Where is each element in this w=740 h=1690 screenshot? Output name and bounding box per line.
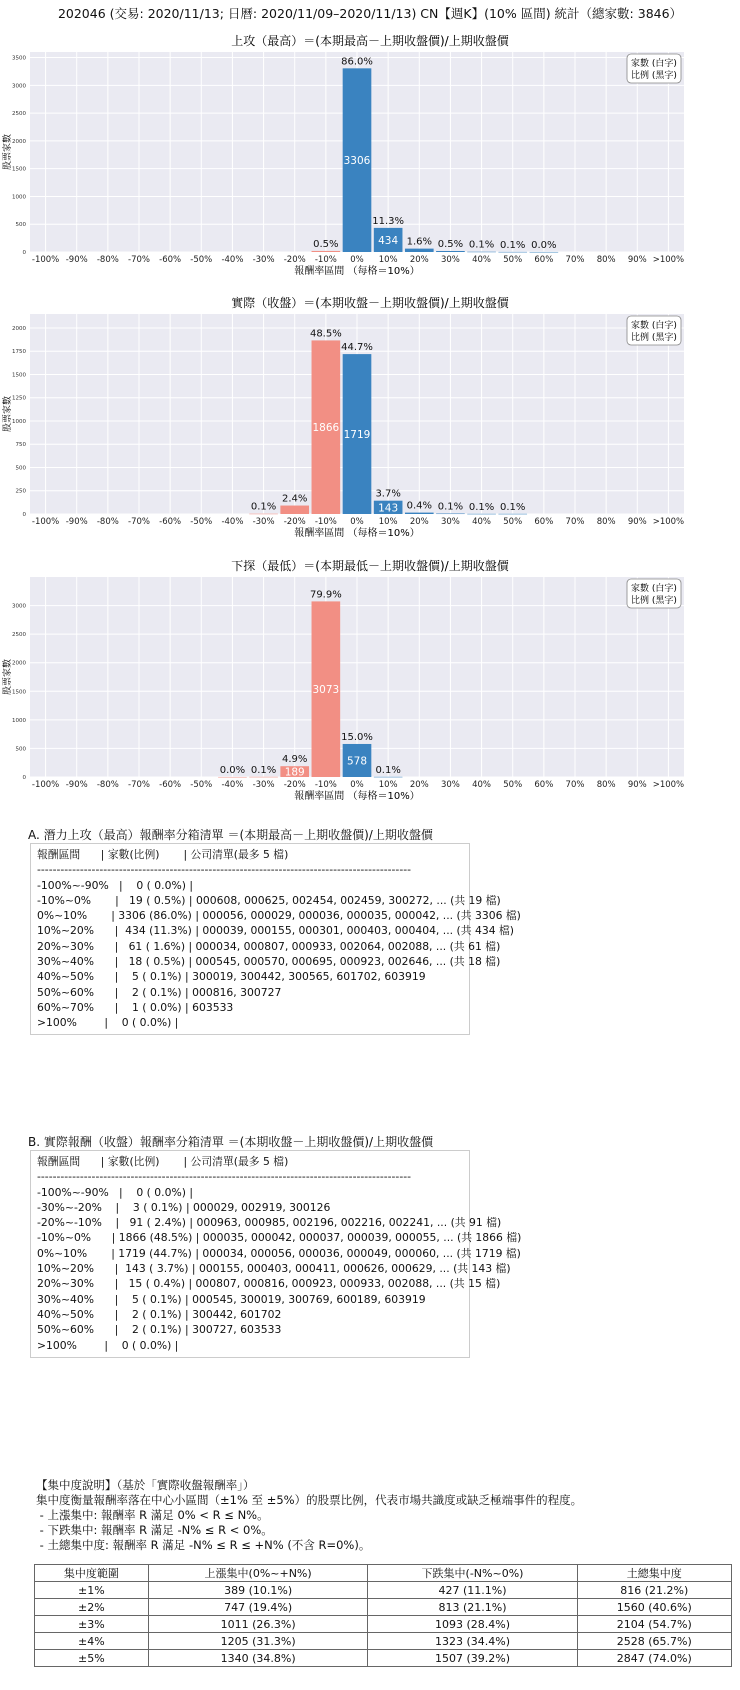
bar	[249, 777, 278, 778]
chart-low	[0, 553, 740, 815]
x-tick-label: 30%	[440, 780, 460, 790]
y-tick-label: 3500	[12, 55, 26, 62]
x-tick-label: 20%	[409, 780, 429, 790]
y-tick-label: 2000	[12, 325, 26, 332]
y-tick-label: 1000	[12, 717, 26, 724]
table-row	[35, 1650, 732, 1667]
bar-pct-label: 79.9%	[309, 589, 342, 601]
bar-pct-label: 0.4%	[406, 500, 432, 512]
list-b-title: B. 實際報酬（收盤）報酬率分箱清單 ＝(本期收盤－上期收盤價)/上期收盤價	[28, 1135, 434, 1149]
bar-count-label: 578	[346, 755, 368, 768]
y-tick-label: 2000	[12, 660, 26, 667]
x-tick-label: 50%	[503, 780, 523, 790]
x-tick-label: 90%	[627, 517, 647, 527]
x-tick-label: 0%	[350, 517, 364, 527]
table-row	[35, 1599, 732, 1616]
concentration-table	[34, 1564, 732, 1667]
x-tick-label: -30%	[252, 255, 275, 265]
x-tick-label: 10%	[378, 780, 398, 790]
list-line: 報酬區間 | 家數(比例) | 公司清單(最多 5 檔)	[37, 1155, 289, 1168]
x-tick-label: 80%	[596, 255, 616, 265]
table-cell: 1205 (31.3%)	[148, 1633, 368, 1650]
legend-item: 比例 (黑字)	[631, 71, 677, 81]
table-row	[35, 1582, 732, 1599]
x-tick-label: 40%	[472, 780, 492, 790]
chart-low-svg	[0, 553, 740, 815]
bar-count-label: 143	[378, 502, 399, 515]
bar	[467, 252, 496, 253]
y-tick-label: 1500	[12, 689, 26, 696]
x-tick-label: 70%	[565, 780, 585, 790]
x-tick-label: -70%	[128, 255, 150, 265]
list-line: >100% | 0 ( 0.0%) |	[37, 1016, 179, 1030]
bar-pct-label: 48.5%	[309, 328, 342, 340]
list-line: -10%~0% | 19 ( 0.5%) | 000608, 000625, 002454, 002459, 300272, ... (共 19 檔)	[37, 893, 501, 907]
bar	[530, 252, 559, 253]
x-tick-label: -40%	[221, 517, 244, 527]
concentration-note-line: - 下跌集中: 報酬率 R 滿足 -N% ≤ R < 0%。	[36, 1523, 273, 1537]
table-cell: 2528 (65.7%)	[577, 1633, 731, 1650]
table-row	[35, 1616, 732, 1633]
table-cell: 2847 (74.0%)	[577, 1650, 731, 1667]
list-a-box	[30, 843, 521, 1035]
concentration-note-line: - 上漲集中: 報酬率 R 滿足 0% < R ≤ N%。	[36, 1508, 269, 1522]
bar-pct-label: 3.7%	[375, 488, 401, 500]
x-tick-label: 60%	[534, 517, 554, 527]
y-axis-label: 股票家數	[3, 133, 13, 171]
x-axis-label: 報酬率區間 （每格＝10%）	[294, 791, 420, 802]
y-tick-label: 0	[22, 250, 26, 256]
x-tick-label: 80%	[596, 780, 616, 790]
table-cell: 816 (21.2%)	[577, 1582, 731, 1599]
x-tick-label: 0%	[350, 255, 364, 265]
x-tick-label: 60%	[534, 255, 554, 265]
bar-pct-label: 86.0%	[341, 56, 373, 68]
table-cell: 1507 (39.2%)	[368, 1650, 577, 1667]
y-tick-label: 500	[15, 465, 26, 472]
bar-pct-label: 4.9%	[282, 754, 308, 766]
x-tick-label: -30%	[252, 780, 275, 790]
y-tick-label: 1000	[12, 194, 26, 201]
x-tick-label: -90%	[65, 517, 88, 527]
bar-pct-label: 2.4%	[282, 493, 308, 505]
y-tick-label: 500	[15, 222, 26, 229]
x-tick-label: -90%	[65, 780, 88, 790]
y-tick-label: 2500	[12, 632, 26, 639]
x-tick-label: 60%	[534, 780, 554, 790]
y-tick-label: 1500	[12, 166, 26, 173]
x-tick-label: -90%	[65, 255, 88, 265]
x-tick-label: -100%	[31, 255, 60, 265]
x-tick-label: -20%	[283, 780, 306, 790]
x-tick-label: -10%	[314, 255, 337, 265]
bar-pct-label: 0.1%	[468, 239, 495, 251]
y-tick-label: 1750	[12, 349, 26, 356]
table-cell: 427 (11.1%)	[368, 1582, 577, 1599]
x-tick-label: 90%	[627, 255, 647, 265]
bar-pct-label: 1.6%	[406, 236, 432, 248]
table-cell: ±1%	[35, 1582, 149, 1599]
x-tick-label: 10%	[378, 255, 398, 265]
x-tick-label: 90%	[627, 780, 647, 790]
bar-count-label: 1719	[343, 429, 371, 442]
x-tick-label: 70%	[565, 517, 585, 527]
y-tick-label: 1500	[12, 372, 26, 379]
bar-pct-label: 0.1%	[250, 764, 277, 776]
table-row	[35, 1633, 732, 1650]
bar-count-label: 189	[284, 766, 305, 779]
bar-pct-label: 0.1%	[437, 501, 464, 513]
x-tick-label: -60%	[159, 255, 182, 265]
chart-title: 上攻（最高）＝(本期最高－上期收盤價)/上期收盤價	[231, 34, 509, 48]
x-tick-label: 40%	[472, 255, 492, 265]
bar-pct-label: 0.1%	[500, 501, 526, 513]
x-tick-label: -40%	[221, 780, 244, 790]
list-line: -100%~-90% | 0 ( 0.0%) |	[37, 1185, 194, 1199]
bar	[249, 514, 278, 515]
x-tick-label: 40%	[472, 517, 492, 527]
list-line: 20%~30% | 15 ( 0.4%) | 000807, 000816, 000923, 000933, 002088, ... (共 15 檔)	[37, 1277, 501, 1291]
concentration-table-header	[35, 1565, 732, 1582]
table-cell: 813 (21.1%)	[368, 1599, 577, 1616]
y-tick-label: 0	[22, 775, 26, 781]
y-tick-label: 3000	[12, 603, 26, 610]
y-tick-label: 0	[22, 512, 26, 518]
list-line: 60%~70% | 1 ( 0.0%) | 603533	[37, 1000, 234, 1014]
y-tick-label: 2500	[12, 111, 26, 118]
bar-pct-label: 44.7%	[341, 342, 373, 354]
x-tick-label: -80%	[96, 517, 119, 527]
x-tick-label: -60%	[159, 517, 182, 527]
bar-pct-label: 0.1%	[500, 239, 526, 251]
chart-close	[0, 290, 740, 552]
x-tick-label: 70%	[565, 255, 585, 265]
x-tick-label: -70%	[128, 517, 150, 527]
list-a-title: A. 潛力上攻（最高）報酬率分箱清單 ＝(本期最高－上期收盤價)/上期收盤價	[28, 828, 433, 842]
y-tick-label: 1250	[12, 395, 26, 402]
bar-count-label: 434	[378, 234, 399, 247]
list-line: -100%~-90% | 0 ( 0.0%) |	[37, 878, 194, 892]
list-line: 30%~40% | 5 ( 0.1%) | 000545, 300019, 300769, 600189, 603919	[37, 1292, 426, 1306]
table-cell: 1340 (34.8%)	[148, 1650, 368, 1667]
list-line: 20%~30% | 61 ( 1.6%) | 000034, 000807, 000933, 002064, 002088, ... (共 61 檔)	[37, 939, 501, 953]
bar	[498, 514, 527, 515]
list-line: 10%~20% | 434 (11.3%) | 000039, 000155, 000301, 000403, 000404, ... (共 434 檔)	[37, 924, 515, 938]
table-header-cell: 土總集中度	[577, 1565, 731, 1582]
table-cell: 1011 (26.3%)	[148, 1616, 368, 1633]
table-cell: ±2%	[35, 1599, 149, 1616]
y-tick-label: 2000	[12, 138, 26, 145]
concentration-notes	[36, 1478, 582, 1553]
list-line: 0%~10% | 3306 (86.0%) | 000056, 000029, 000036, 000035, 000042, ... (共 3306 檔)	[37, 909, 521, 923]
bar-pct-label: 11.3%	[372, 215, 405, 227]
table-cell: 747 (19.4%)	[148, 1599, 368, 1616]
bar-pct-label: 0.5%	[313, 238, 339, 250]
bar	[280, 506, 309, 514]
x-tick-label: 50%	[503, 517, 523, 527]
x-tick-label: 30%	[440, 517, 460, 527]
x-tick-label: >100%	[652, 780, 685, 790]
bar	[436, 251, 465, 252]
list-line: 40%~50% | 5 ( 0.1%) | 300019, 300442, 300565, 601702, 603919	[37, 970, 426, 984]
list-line: -10%~0% | 1866 (48.5%) | 000035, 000042, 000037, 000039, 000055, ... (共 1866 檔)	[37, 1231, 522, 1245]
list-line: 報酬區間 | 家數(比例) | 公司清單(最多 5 檔)	[37, 848, 289, 861]
x-tick-label: -80%	[96, 780, 119, 790]
x-tick-label: -60%	[159, 780, 182, 790]
y-tick-label: 1000	[12, 418, 26, 425]
x-tick-label: -10%	[314, 517, 337, 527]
y-tick-label: 3000	[12, 83, 26, 90]
list-line: -20%~-10% | 91 ( 2.4%) | 000963, 000985, 002196, 002216, 002241, ... (共 91 檔)	[37, 1216, 502, 1230]
bar	[405, 249, 434, 252]
bar-pct-label: 0.5%	[437, 239, 464, 250]
bar-pct-label: 0.1%	[375, 764, 401, 776]
x-tick-label: 20%	[409, 255, 429, 265]
list-line: -30%~-20% | 3 ( 0.1%) | 000029, 002919, 300126	[37, 1200, 331, 1214]
x-tick-label: 0%	[350, 780, 364, 790]
bar	[436, 514, 465, 515]
bar-pct-label: 15.0%	[341, 731, 373, 743]
x-tick-label: -70%	[128, 780, 150, 790]
table-cell: ±5%	[35, 1650, 149, 1667]
x-tick-label: >100%	[652, 517, 685, 527]
bar	[218, 777, 247, 778]
chart-high	[0, 28, 740, 290]
bar-pct-label: 0.0%	[219, 764, 246, 776]
list-line: 30%~40% | 18 ( 0.5%) | 000545, 000570, 000695, 000923, 002646, ... (共 18 檔)	[37, 955, 501, 969]
list-line: 50%~60% | 2 ( 0.1%) | 300727, 603533	[37, 1323, 282, 1337]
x-tick-label: 30%	[440, 255, 460, 265]
table-header-cell: 上漲集中(0%~+N%)	[148, 1565, 368, 1582]
x-tick-label: -20%	[283, 255, 306, 265]
legend-item: 家數 (白字)	[631, 321, 677, 331]
y-tick-label: 500	[15, 746, 26, 753]
concentration-note-line: - 土總集中度: 報酬率 R 滿足 -N% ≤ R ≤ +N% (不含 R=0%)。	[36, 1538, 371, 1552]
x-tick-label: -50%	[190, 517, 213, 527]
x-tick-label: -20%	[283, 517, 306, 527]
x-tick-label: -100%	[31, 517, 60, 527]
bar-pct-label: 0.0%	[531, 239, 557, 251]
table-cell: 1323 (34.4%)	[368, 1633, 577, 1650]
x-tick-label: 80%	[596, 517, 616, 527]
bar	[405, 513, 434, 514]
bar	[467, 514, 496, 515]
y-tick-label: 250	[15, 488, 26, 495]
y-axis-label: 股票家數	[3, 395, 13, 433]
chart-title: 下探（最低）＝(本期最低－上期收盤價)/上期收盤價	[231, 559, 509, 573]
y-axis-label: 股票家數	[3, 658, 13, 696]
table-cell: 2104 (54.7%)	[577, 1616, 731, 1633]
x-tick-label: 20%	[409, 517, 429, 527]
list-line: 0%~10% | 1719 (44.7%) | 000034, 000056, 000036, 000049, 000060, ... (共 1719 檔)	[37, 1246, 521, 1260]
list-line: 10%~20% | 143 ( 3.7%) | 000155, 000403, 000411, 000626, 000629, ... (共 143 檔)	[37, 1262, 511, 1276]
table-cell: 1560 (40.6%)	[577, 1599, 731, 1616]
table-header-cell: 下跌集中(-N%~0%)	[368, 1565, 577, 1582]
x-axis-label: 報酬率區間 （每格＝10%）	[294, 528, 420, 539]
concentration-note-line: 集中度衡量報酬率落在中心小區間（±1% 至 ±5%）的股票比例，代表市場共識度或缺乏極端事件的程度。	[36, 1493, 583, 1507]
table-header-cell: 集中度範圍	[35, 1565, 149, 1582]
list-line: 40%~50% | 2 ( 0.1%) | 300442, 601702	[37, 1307, 282, 1321]
bar	[374, 777, 403, 778]
table-cell: ±3%	[35, 1616, 149, 1633]
x-tick-label: -100%	[31, 780, 60, 790]
legend-item: 比例 (黑字)	[631, 333, 677, 343]
concentration-note-line: 【集中度說明】（基於「實際收盤報酬率」）	[36, 1478, 255, 1492]
bar	[312, 251, 341, 252]
legend-item: 家數 (白字)	[631, 584, 677, 594]
bar-count-label: 3073	[312, 684, 340, 697]
x-tick-label: -50%	[190, 255, 213, 265]
x-tick-label: 10%	[378, 517, 398, 527]
chart-close-svg	[0, 290, 740, 552]
bar	[498, 252, 527, 253]
y-tick-label: 750	[15, 442, 26, 449]
x-tick-label: 50%	[503, 255, 523, 265]
bar-count-label: 3306	[343, 155, 371, 168]
table-cell: ±4%	[35, 1633, 149, 1650]
report-title: 202046 (交易: 2020/11/13; 日曆: 2020/11/09–2020/11/13) CN【週K】(10% 區間) 統計（總家數: 3846）	[57, 6, 683, 21]
x-tick-label: -50%	[190, 780, 213, 790]
list-line: ------------------------------------------------------------------------------------------------	[37, 863, 412, 877]
x-tick-label: -30%	[252, 517, 275, 527]
list-line: >100% | 0 ( 0.0%) |	[37, 1338, 179, 1352]
x-axis-label: 報酬率區間 （每格＝10%）	[294, 266, 420, 277]
list-line: ------------------------------------------------------------------------------------------------	[37, 1170, 412, 1184]
chart-high-svg	[0, 28, 740, 290]
bar-count-label: 1866	[312, 422, 340, 435]
list-line: 50%~60% | 2 ( 0.1%) | 000816, 300727	[37, 985, 282, 999]
bar-pct-label: 0.1%	[250, 501, 277, 513]
table-cell: 389 (10.1%)	[148, 1582, 368, 1599]
legend-item: 家數 (白字)	[631, 59, 677, 69]
x-tick-label: -80%	[96, 255, 119, 265]
chart-title: 實際（收盤）＝(本期收盤－上期收盤價)/上期收盤價	[231, 296, 509, 310]
table-cell: 1093 (28.4%)	[368, 1616, 577, 1633]
list-b-box	[30, 1150, 522, 1358]
x-tick-label: -10%	[314, 780, 337, 790]
x-tick-label: -40%	[221, 255, 244, 265]
legend-item: 比例 (黑字)	[631, 596, 677, 606]
x-tick-label: >100%	[652, 255, 685, 265]
bar-pct-label: 0.1%	[468, 501, 495, 513]
